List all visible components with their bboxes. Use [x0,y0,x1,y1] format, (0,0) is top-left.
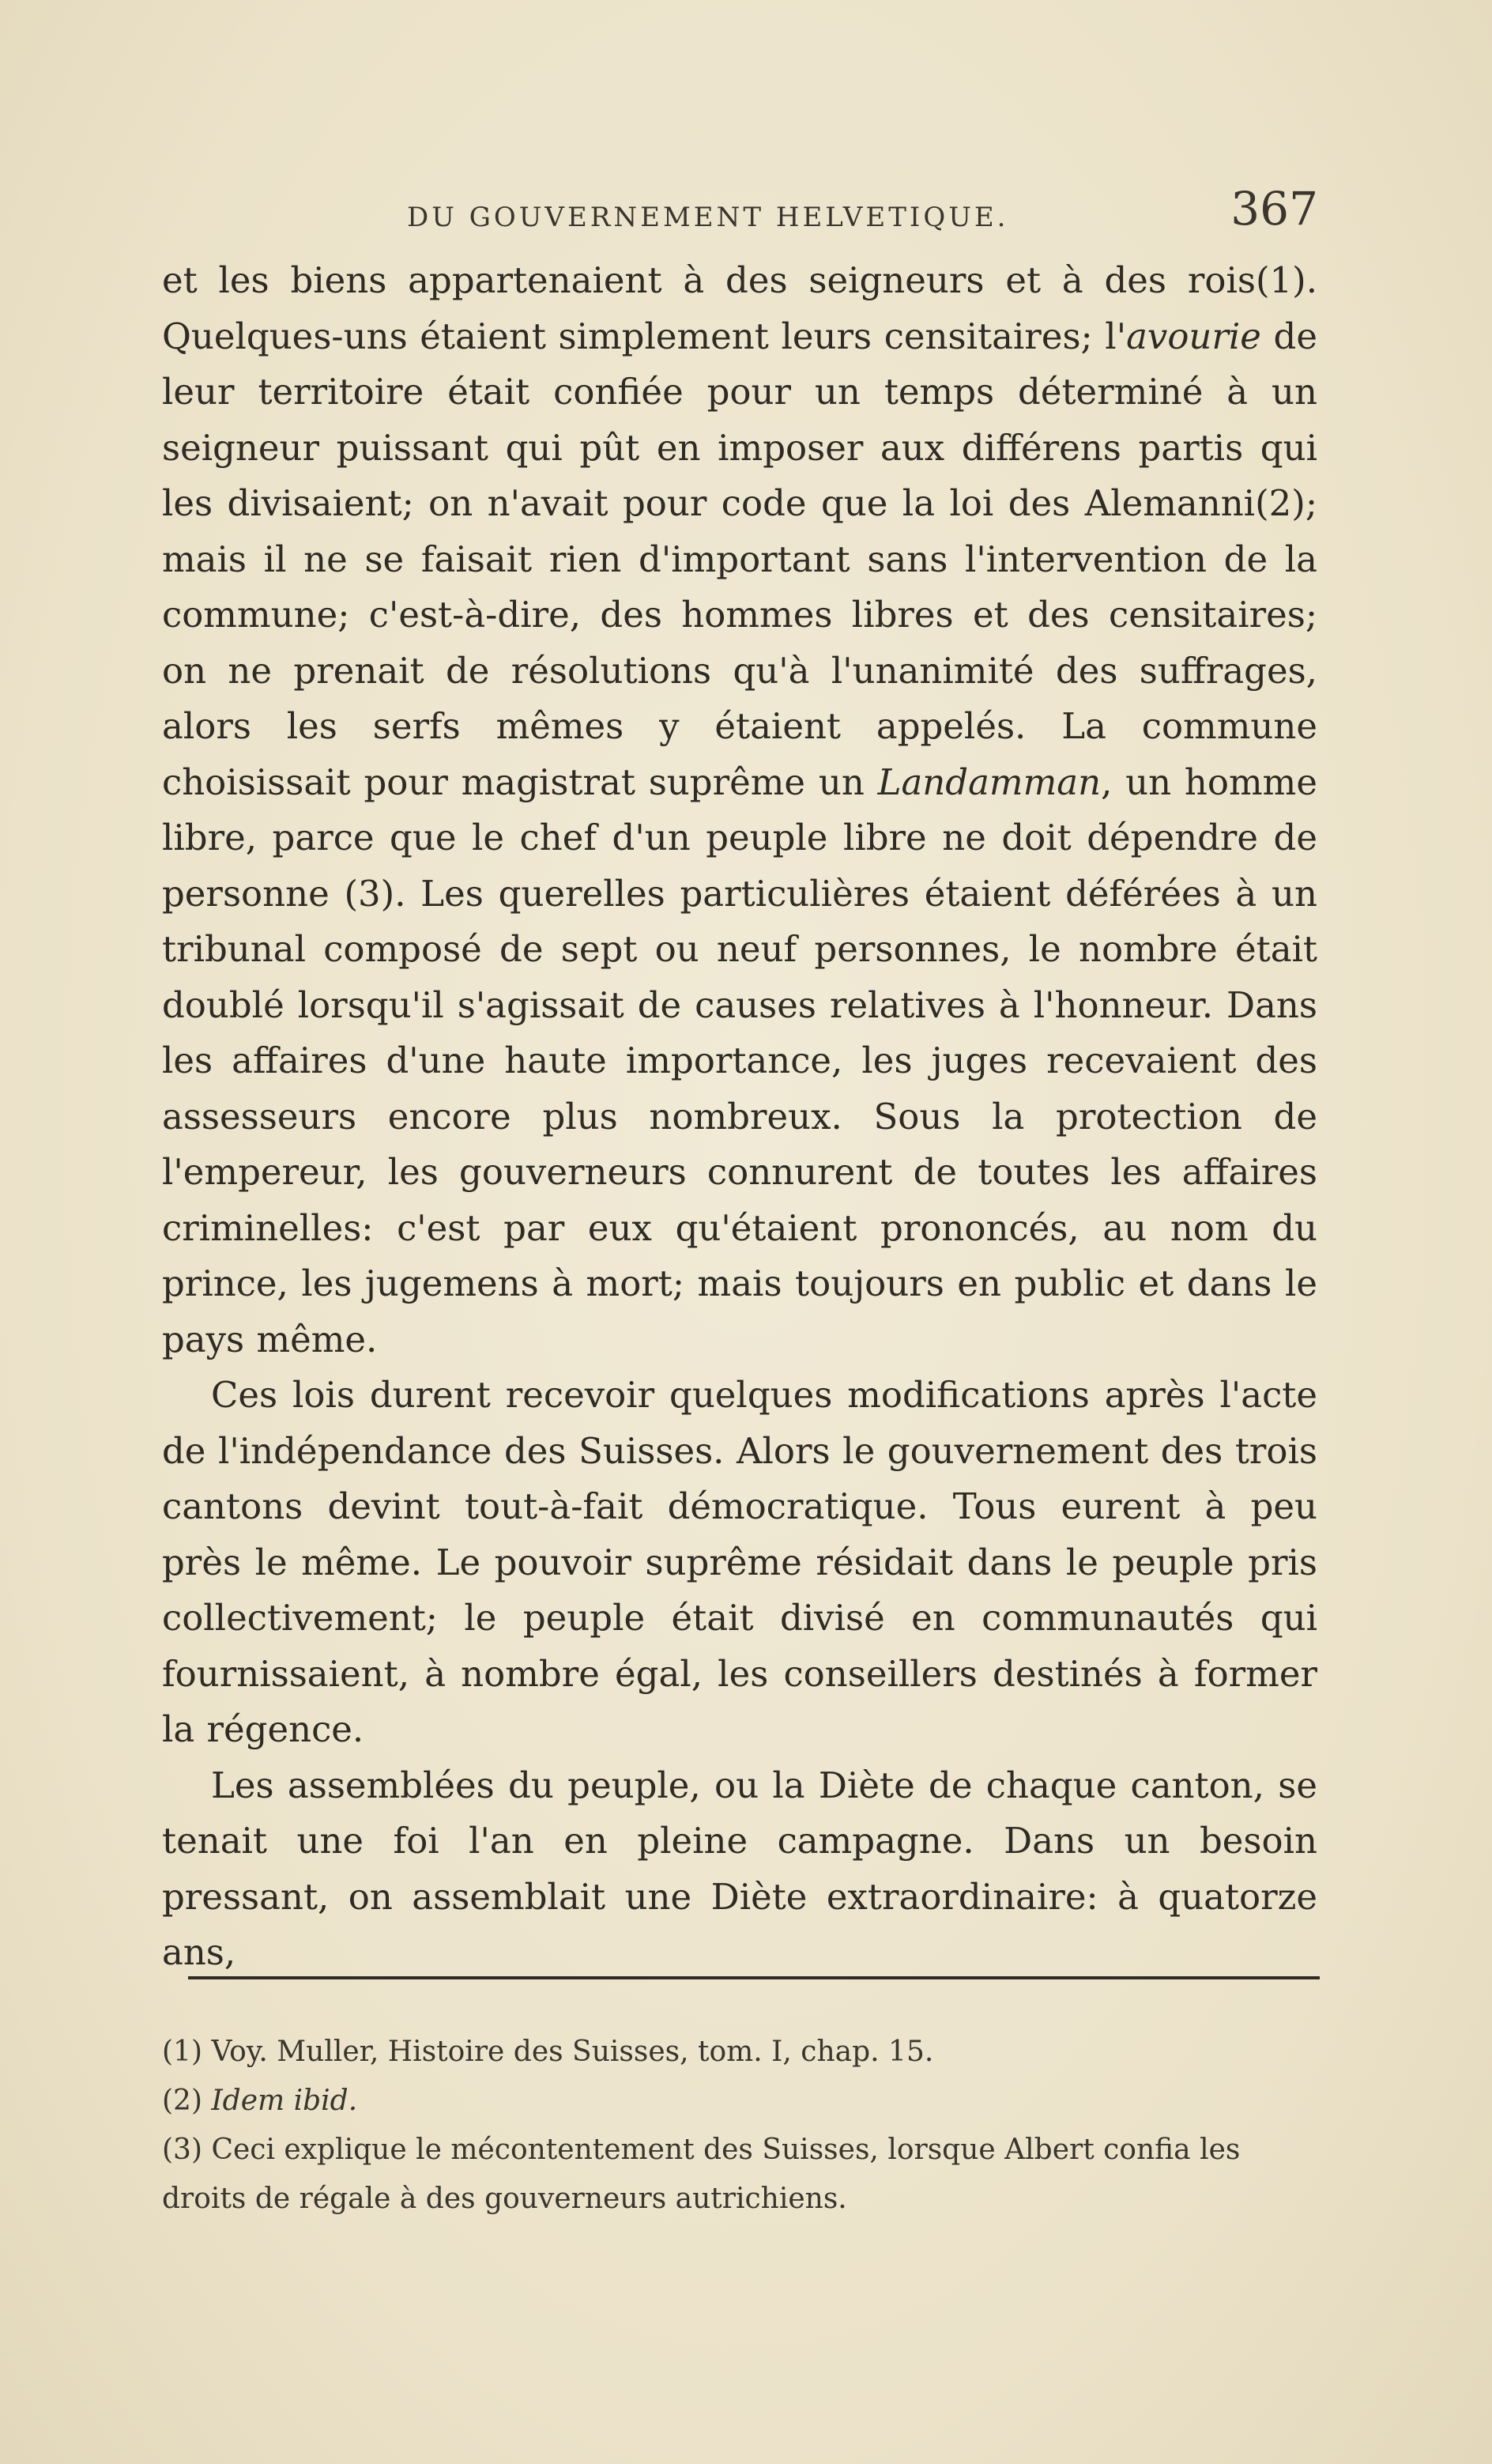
footnote-3-text: Ceci explique le mécontentement des Suisses, lorsque Albert confia les droits de régale à des gouverneurs autrichiens. [162,2134,1241,2215]
paragraph-1-text: , un homme libre, parce que le chef d'un peuple libre ne doit dépendre de personne [162,760,1317,915]
paragraph-2: Ces lois durent recevoir quelques modifications après l'acte de l'indépendance des Suisses. Alors le gouvernement des trois cantons devint tout-à-fait démocratique. Tous eurent à peu près le même. Le pouvoir suprême résidait dans le peuple pris collectivement; le peuple était divisé en communautés qui fournissaient, à nombre égal, les conseillers destinés à former la régence. [162,1374,1317,1750]
paragraph-1 [162,253,1317,1368]
footnote-1-text: Voy. Muller, Histoire des Suisses, tom. I, chap. 15. [211,2036,934,2068]
footnote-3 [162,2126,1317,2224]
footnote-2 [162,2077,1317,2126]
footnotes [162,2028,1317,2224]
paragraph-3: Les assemblées du peuple, ou la Diète de chaque canton, se tenait une foi l'an en pleine campagne. Dans un besoin pressant, on assemblait une Diète extraordinaire: à quatorze ans, [162,1764,1317,1973]
footnote-2-text: Idem ibid. [211,2085,358,2117]
paragraph-1-text: ; mais il ne se faisait rien d'important sans l'intervention de la commune; c'est-à-dire, des hommes libres et des censitaires; on ne prenait de résolutions qu'à l'unanimité des suffrages, alors les serfs mêmes y étaient appelés. La commune choisissait pour magistrat suprême un [162,482,1317,803]
paragraph-1-text: . Les querelles particulières étaient déférées à un tribunal composé de sept ou neuf personnes, le nombre était doublé lorsqu'il s'agissait de causes relatives à l'honneur. Dans les affaires d'une haute importance, les juges recevaient des assesseurs encore plus nombreux. Sous la protection de l'empereur, les gouverneurs connurent de toutes les affaires criminelles: c'est par eux qu'étaient prononcés, au nom du prince, les jugemens à mort; mais toujours en public et dans le pays même. [162,872,1317,1360]
footnote-1 [162,2028,1317,2077]
running-head: DU GOUVERNEMENT HELVETIQUE. [407,202,1009,233]
footnote-3-mark: (3) [162,2134,202,2166]
footnote-1-mark: (1) [162,2036,202,2068]
paragraph-1-text: et les biens appartenaient à des seigneurs et à des rois [162,259,1256,301]
footnote-ref-2: (2) [1255,482,1306,524]
italic-term-landamman: Landamman [877,760,1102,803]
footnote-ref-1: (1) [1255,259,1306,301]
footnote-ref-3: (3) [344,872,395,915]
body-text [162,253,1317,1981]
footnote-2-mark: (2) [162,2085,202,2117]
page-number: 367 [1230,182,1318,236]
paragraph-1-text: . Quelques-uns étaient simplement leurs censitaires; l' [162,259,1317,357]
italic-term-avourie: avourie [1126,315,1261,357]
footnote-divider [188,1976,1320,1979]
page-header [162,182,1318,245]
paragraph-1-text: de leur territoire était confiée pour un temps déterminé à un seigneur puissant qui pût en imposer aux différens partis qui les divisaient; on n'avait pour code que la loi des Alemanni [162,315,1317,524]
